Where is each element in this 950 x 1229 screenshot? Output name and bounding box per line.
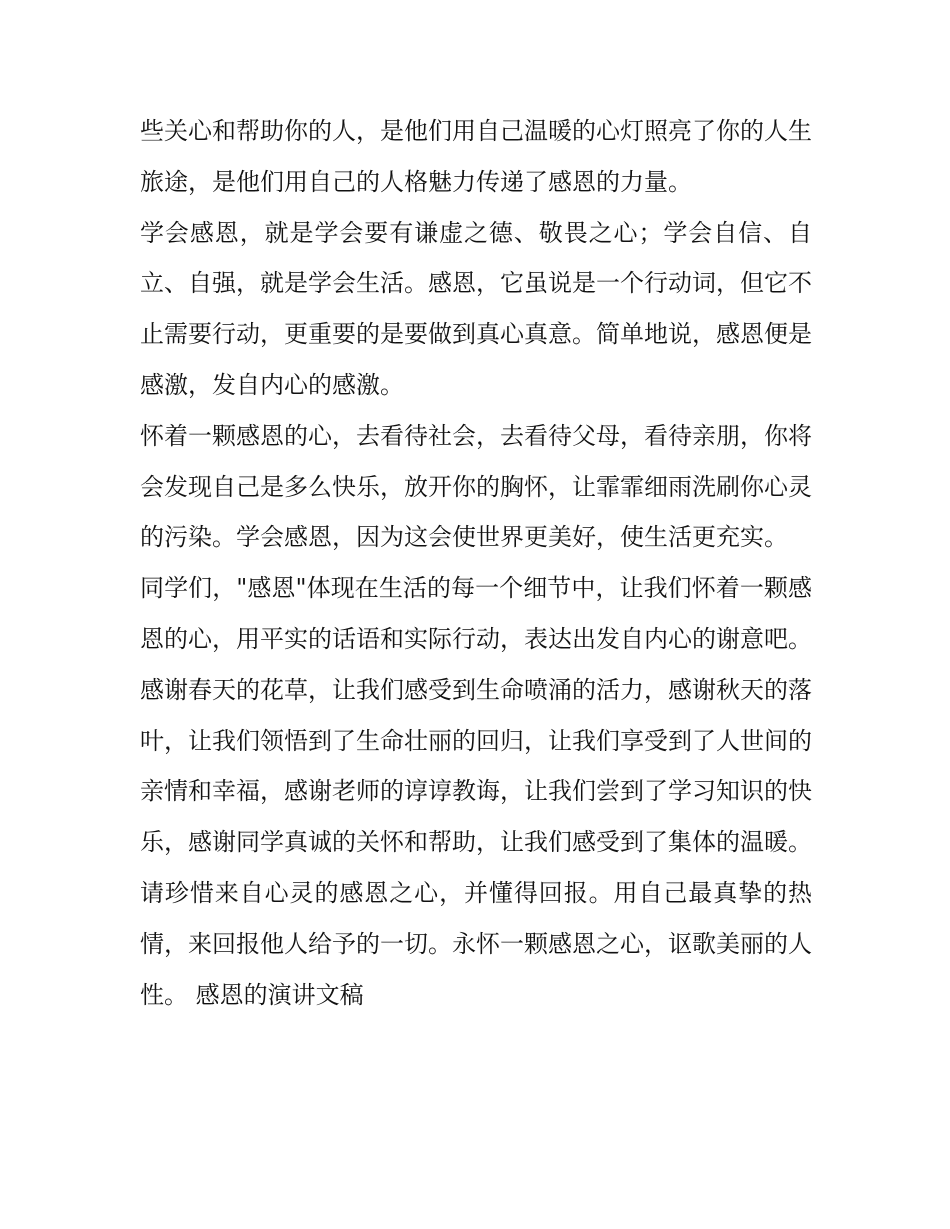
paragraph-4: 同学们，"感恩"体现在生活的每一个细节中，让我们怀着一颗感恩的心，用平实的话语和实际行动，表达出发自内心的谢意吧。感谢春天的花草，让我们感受到生命喷涌的活力，感谢秋天的落叶，让我们领悟到了生命壮丽的回归，让我们享受到了人世间的亲情和幸福，感谢老师的谆谆教诲，让我们尝到了学习知识的快乐，感谢同学真诚的关怀和帮助，让我们感受到了集体的温暖。 bbox=[140, 574, 812, 857]
document-body bbox=[140, 106, 812, 1020]
paragraph-5: 请珍惜来自心灵的感恩之心，并懂得回报。用自己最真挚的热情，来回报他人给予的一切。永怀一颗感恩之心，讴歌美丽的人性。 感恩的演讲文稿 bbox=[140, 878, 812, 1009]
paragraph-3: 怀着一颗感恩的心，去看待社会，去看待父母，看待亲朋，你将会发现自己是多么快乐，放开你的胸怀，让霏霏细雨洗刷你心灵的污染。学会感恩，因为这会使世界更美好，使生活更充实。 bbox=[140, 421, 812, 552]
paragraph-1: 些关心和帮助你的人，是他们用自己温暖的心灯照亮了你的人生旅途，是他们用自己的人格魅力传递了感恩的力量。 bbox=[140, 117, 812, 196]
paragraph-2: 学会感恩，就是学会要有谦虚之德、敬畏之心；学会自信、自立、自强，就是学会生活。感恩，它虽说是一个行动词，但它不止需要行动，更重要的是要做到真心真意。简单地说，感恩便是感激，发自内心的感激。 bbox=[140, 218, 812, 399]
